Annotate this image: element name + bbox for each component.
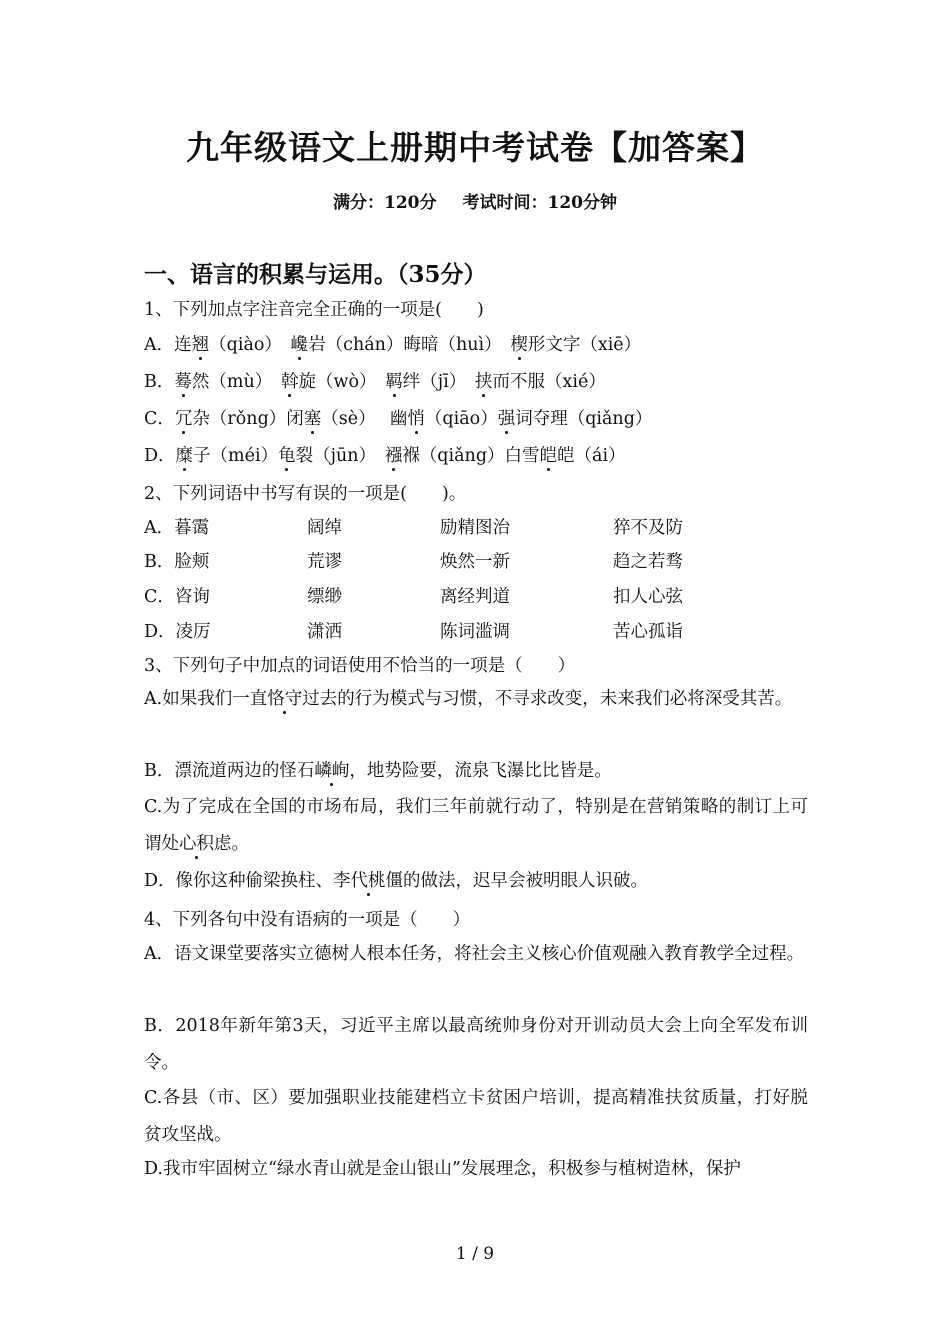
question-4-option-a: A．语文课堂要落实立德树人根本任务，将社会主义核心价值观融入教育教学全过程。 — [144, 944, 805, 964]
option-cell: B．脸颊 — [144, 552, 210, 572]
question-4-option-b: B．2018年新年第3天，习近平主席以最高统帅身份对开训动员大会上向全军发布训令。 — [144, 1016, 808, 1073]
option-cell: 陈词滥调 — [440, 622, 510, 642]
question-3-option-d: D．像你这种偷梁换柱、李代桃僵的做法，迟早会被明眼人识破。 — [144, 871, 649, 891]
question-3-option-c: C.为了完成在全国的市场布局，我们三年前就行动了，特别是在营销策略的制订上可谓处心积虑。 — [144, 797, 808, 854]
full-score: 满分：120分 — [333, 193, 437, 213]
question-3-option-b: B．漂流道两边的怪石嶙峋，地势险要，流泉飞瀑比比皆是。 — [144, 761, 612, 781]
option-cell: C．咨询 — [144, 587, 210, 607]
option-cell: 苦心孤诣 — [613, 622, 683, 642]
page-number: 1 / 9 — [455, 1244, 495, 1264]
option-cell: 潇洒 — [307, 622, 342, 642]
option-cell: 缥缈 — [307, 587, 342, 607]
question-4-stem: 4、下列各句中没有语病的一项是（ ） — [144, 910, 471, 930]
option-cell: A．暮霭 — [144, 518, 210, 538]
option-cell: 扣人心弦 — [613, 587, 683, 607]
option-cell: 离经判道 — [440, 587, 510, 607]
question-1-option-a: A．连翘（qiào） 巉岩（chán）晦暗（huì） 楔形文字（xiē） — [144, 335, 642, 355]
question-3-stem: 3、下列句子中加点的词语使用不恰当的一项是（ ） — [144, 656, 576, 676]
option-cell: 励精图治 — [440, 518, 510, 538]
option-cell: 猝不及防 — [613, 518, 683, 538]
option-cell: D．凌厉 — [144, 622, 211, 642]
question-4-option-d: D.我市牢固树立“绿水青山就是金山银山”发展理念，积极参与植树造林，保护 — [144, 1159, 741, 1179]
section-heading: 一、语言的积累与运用。（35分） — [144, 261, 487, 288]
question-1-stem: 1、下列加点字注音完全正确的一项是( ) — [144, 300, 484, 320]
exam-time: 考试时间：120分钟 — [462, 193, 617, 213]
exam-info — [0, 188, 950, 213]
page-title: 九年级语文上册期中考试卷【加答案】 — [186, 128, 764, 167]
option-cell: 焕然一新 — [440, 552, 510, 572]
question-2-stem: 2、下列词语中书写有误的一项是( )。 — [144, 484, 467, 504]
question-4-option-c: C.各县（市、区）要加强职业技能建档立卡贫困户培训，提高精准扶贫质量，打好脱贫攻坚战。 — [144, 1088, 808, 1145]
question-1-option-d: D．糜子（méi）龟裂（jūn） 襁褓（qiǎng）白雪皑皑（ái） — [144, 446, 626, 466]
option-cell: 趋之若骛 — [613, 552, 683, 572]
question-1-option-b: B．蓦然（mù） 斡旋（wò） 羁绊（jī） 挟而不服（xié） — [144, 372, 606, 392]
option-cell: 阔绰 — [307, 518, 342, 538]
question-1-option-c: C．冗杂（rǒng）闭塞（sè） 幽悄（qiāo）强词夺理（qiǎng） — [144, 409, 653, 429]
question-3-option-a: A.如果我们一直恪守过去的行为模式与习惯，不寻求改变，未来我们必将深受其苦。 — [144, 689, 793, 709]
option-cell: 荒谬 — [307, 552, 342, 572]
